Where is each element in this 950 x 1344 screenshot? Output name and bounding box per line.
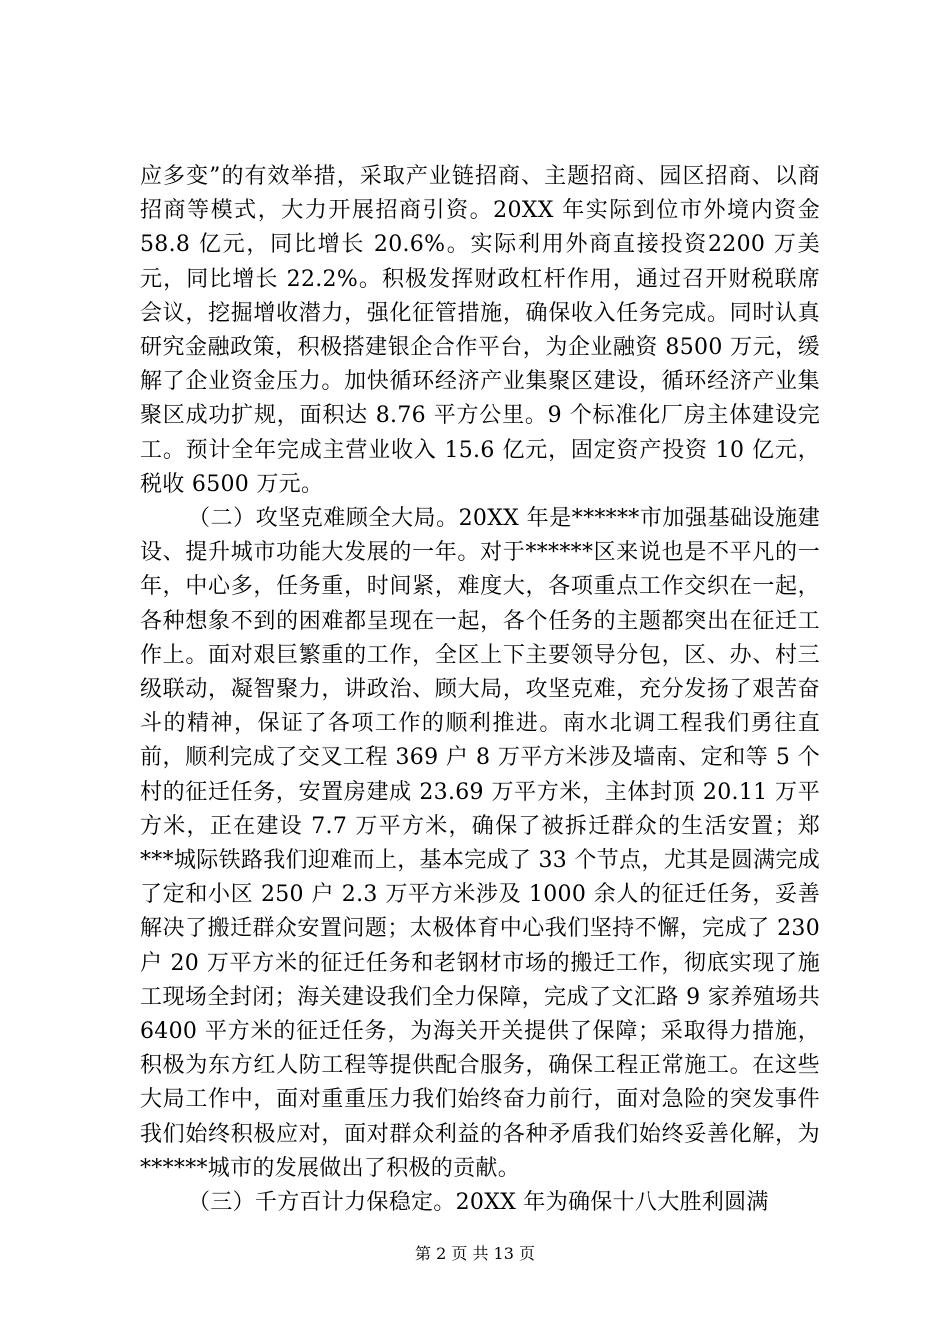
paragraph-investment: 应多变”的有效举措，采取产业链招商、主题招商、园区招商、以商招商等模式，大力开展招商引资。20XX 年实际到位市外境内资金 58.8 亿元，同比增长 20.6%。实际利用外商直接投资2200 万美元，同比增长 22.2%。积极发挥财政杠杆作用，通过召开财税联席会议，挖掘增收潜力，强化征管措施，确保收入任务完成。同时认真研究金融政策，积极搭建银企合作平台，为企业融资 8500 万元，缓解了企业资金压力。加快循环经济产业集聚区建设，循环经济产业集聚区成功扩规，面积达 8.76 平方公里。9 个标准化厂房主体建设完工。预计全年完成主营业收入 15.6 亿元，固定资产投资 10 亿元，税收 6500 万元。 [140,164,820,497]
document-body [140,160,820,1220]
paragraph-section-three: （三）千方百计力保稳定。20XX 年为确保十八大胜利圆满 [188,1190,769,1216]
paragraph-section-two: （二）攻坚克难顾全大局。20XX 年是******市加强基础设施建设、提升城市功能大发展的一年。对于******区来说也是不平凡的一年，中心多，任务重，时间紧，难度大，各项重点工作交织在一起，各种想象不到的困难都呈现在一起，各个任务的主题都突出在征迁工作上。面对艰巨繁重的工作，全区上下主要领导分包，区、办、村三级联动，凝智聚力，讲政治、顾大局，攻坚克难，充分发扬了艰苦奋斗的精神，保证了各项工作的顺利推进。南水北调工程我们勇往直前，顺利完成了交叉工程 369 户 8 万平方米涉及墙南、定和等 5 个村的征迁任务，安置房建成 23.69 万平方米，主体封顶 20.11 万平方米，正在建设 7.7 万平方米，确保了被拆迁群众的生活安置；郑***城际铁路我们迎难而上，基本完成了 33 个节点，尤其是圆满完成了定和小区 250 户 2.3 万平方米涉及 1000 余人的征迁任务，妥善解决了搬迁群众安置问题；太极体育中心我们坚持不懈，完成了 230 户 20 万平方米的征迁任务和老钢材市场的搬迁工作，彻底实现了施工现场全封闭；海关建设我们全力保障，完成了文汇路 9 家养殖场共 6400 平方米的征迁任务，为海关开关提供了保障；采取得力措施，积极为东方红人防工程等提供配合服务，确保工程正常施工。在这些大局工作中，面对重重压力我们始终奋力前行，面对急险的突发事件我们始终积极应对，面对群众利益的各种矛盾我们始终妥善化解，为******城市的发展做出了积极的贡献。 [140,506,820,1181]
page-footer: 第 2 页 共 13 页 [415,1244,535,1263]
